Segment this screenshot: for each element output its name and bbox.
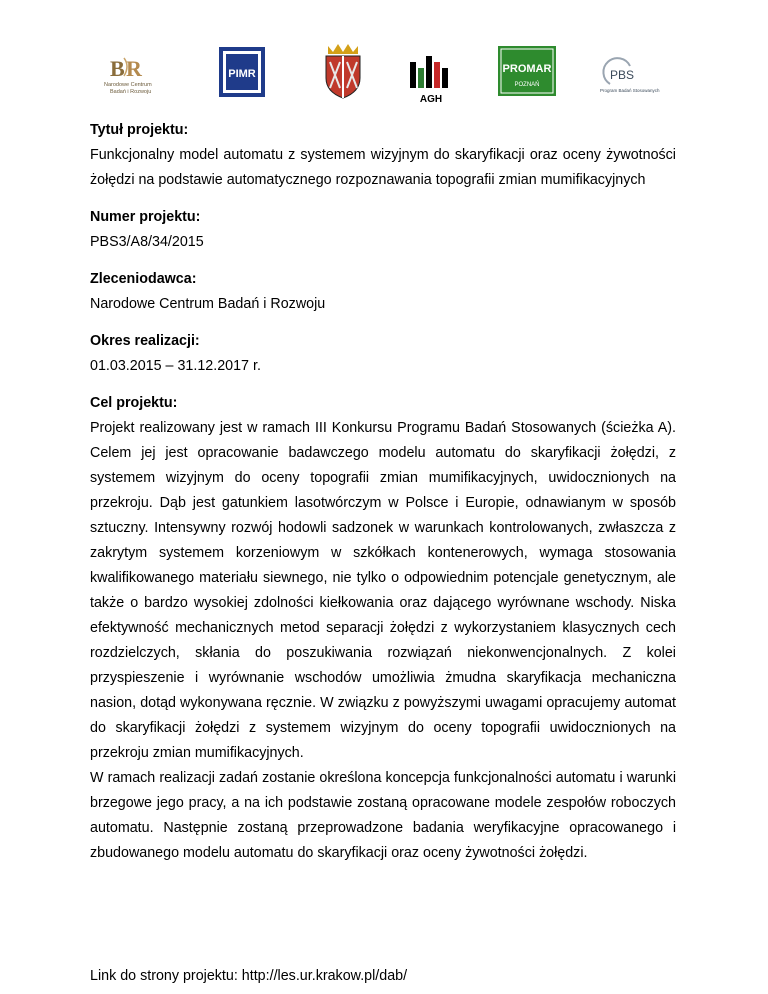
pbs-subtext: Program Badań Stosowanych xyxy=(600,88,660,93)
promar-text: PROMAR xyxy=(502,63,552,75)
client-value: Narodowe Centrum Badań i Rozwoju xyxy=(90,296,326,312)
number-label: Numer projektu: xyxy=(90,209,201,225)
svg-text:R: R xyxy=(126,56,142,81)
period-value: 01.03.2015 – 31.12.2017 r. xyxy=(90,358,261,374)
agh-logo xyxy=(406,52,456,106)
title-value: Funkcjonalny model automatu z systemem wizyjnym do skaryfikacji oraz oceny żywotności żołędzi na podstawie automatycznego rozpoznawania topografii zmian mumifikacyjnych xyxy=(90,147,676,188)
svg-text:Badań i Rozwoju: Badań i Rozwoju xyxy=(110,89,152,95)
agh-text: AGH xyxy=(419,94,443,105)
promar-logo xyxy=(498,46,556,96)
pbs-text: PBS xyxy=(610,68,635,82)
pbs-logo xyxy=(596,54,670,96)
svg-text:Narodowe Centrum: Narodowe Centrum xyxy=(104,82,152,88)
client-label: Zleceniodawca: xyxy=(90,271,197,287)
title-label: Tytuł projektu: xyxy=(90,122,189,138)
goal-label: Cel projektu: xyxy=(90,395,178,411)
goal-paragraph-2: W ramach realizacji zadań zostanie określona koncepcja funkcjonalności automatu i warunki brzegowe jego pracy, a na ich podstawie zostaną opracowane modele zespołów roboczych automatu. Następnie zostaną przeprowadzone badania weryfikacyjne opracowanego i zbudowanego modelu automatu do skaryfikacji oraz oceny żywotności żołędzi. xyxy=(90,770,676,861)
svg-text:B: B xyxy=(110,56,125,81)
project-info xyxy=(90,118,676,866)
period-label: Okres realizacji: xyxy=(90,333,200,349)
number-value: PBS3/A8/34/2015 xyxy=(90,234,204,250)
goal-paragraph-1: Projekt realizowany jest w ramach III Konkursu Programu Badań Stosowanych (ścieżka A). Celem jej jest opracowanie badawczego modelu automatu do skaryfikacji żołędzi, z systemem wizyjnym do oceny topografii zmian mumifikacyjnych, uwidocznionych na przekroju. Dąb jest gatunkiem lasotwórczym w Polsce i Europie, odnawianym w sposób sztuczny. Intensywny rozwój hodowli sadzonek w warunkach kontrolowanych, zwłaszcza z zakrytym systemem korzeniowym w szkółkach kontenerowych, wymaga stosowania kwalifikowanego materiału siewnego, nie tylko o odpowiednim potencjale genetycznym, ale także o bardzo wysokiej zdolności kiełkowania oraz dającego wyrównane wschody. Niska efektywność mechanicznych metod separacji żołędzi z wykorzystaniem klasycznych cech rozdzielczych, skłania do poszukiwania rozwiązań niekonwencjonalnych. Z kolei przyspieszenie i wyrównanie wschodów umożliwia żmudna skaryfikacja mechaniczna nasion, dotąd wykonywana ręcznie. W związku z powyższymi uwagami opracujemy automat do skaryfikacji żołędzi z systemem wizyjnym do oceny topografii uwidocznionych na przekroju zmian mumifikacyjnych. xyxy=(90,420,676,761)
logo-bar xyxy=(100,38,680,108)
svg-text:PIMR: PIMR xyxy=(228,68,256,80)
ncbr-logo xyxy=(100,52,172,104)
pimr-logo xyxy=(218,46,266,98)
project-link[interactable]: Link do strony projektu: http://les.ur.krakow.pl/dab/ xyxy=(90,968,408,984)
promar-subtext: POZNAŃ xyxy=(514,82,540,88)
university-crest-logo xyxy=(320,40,366,100)
